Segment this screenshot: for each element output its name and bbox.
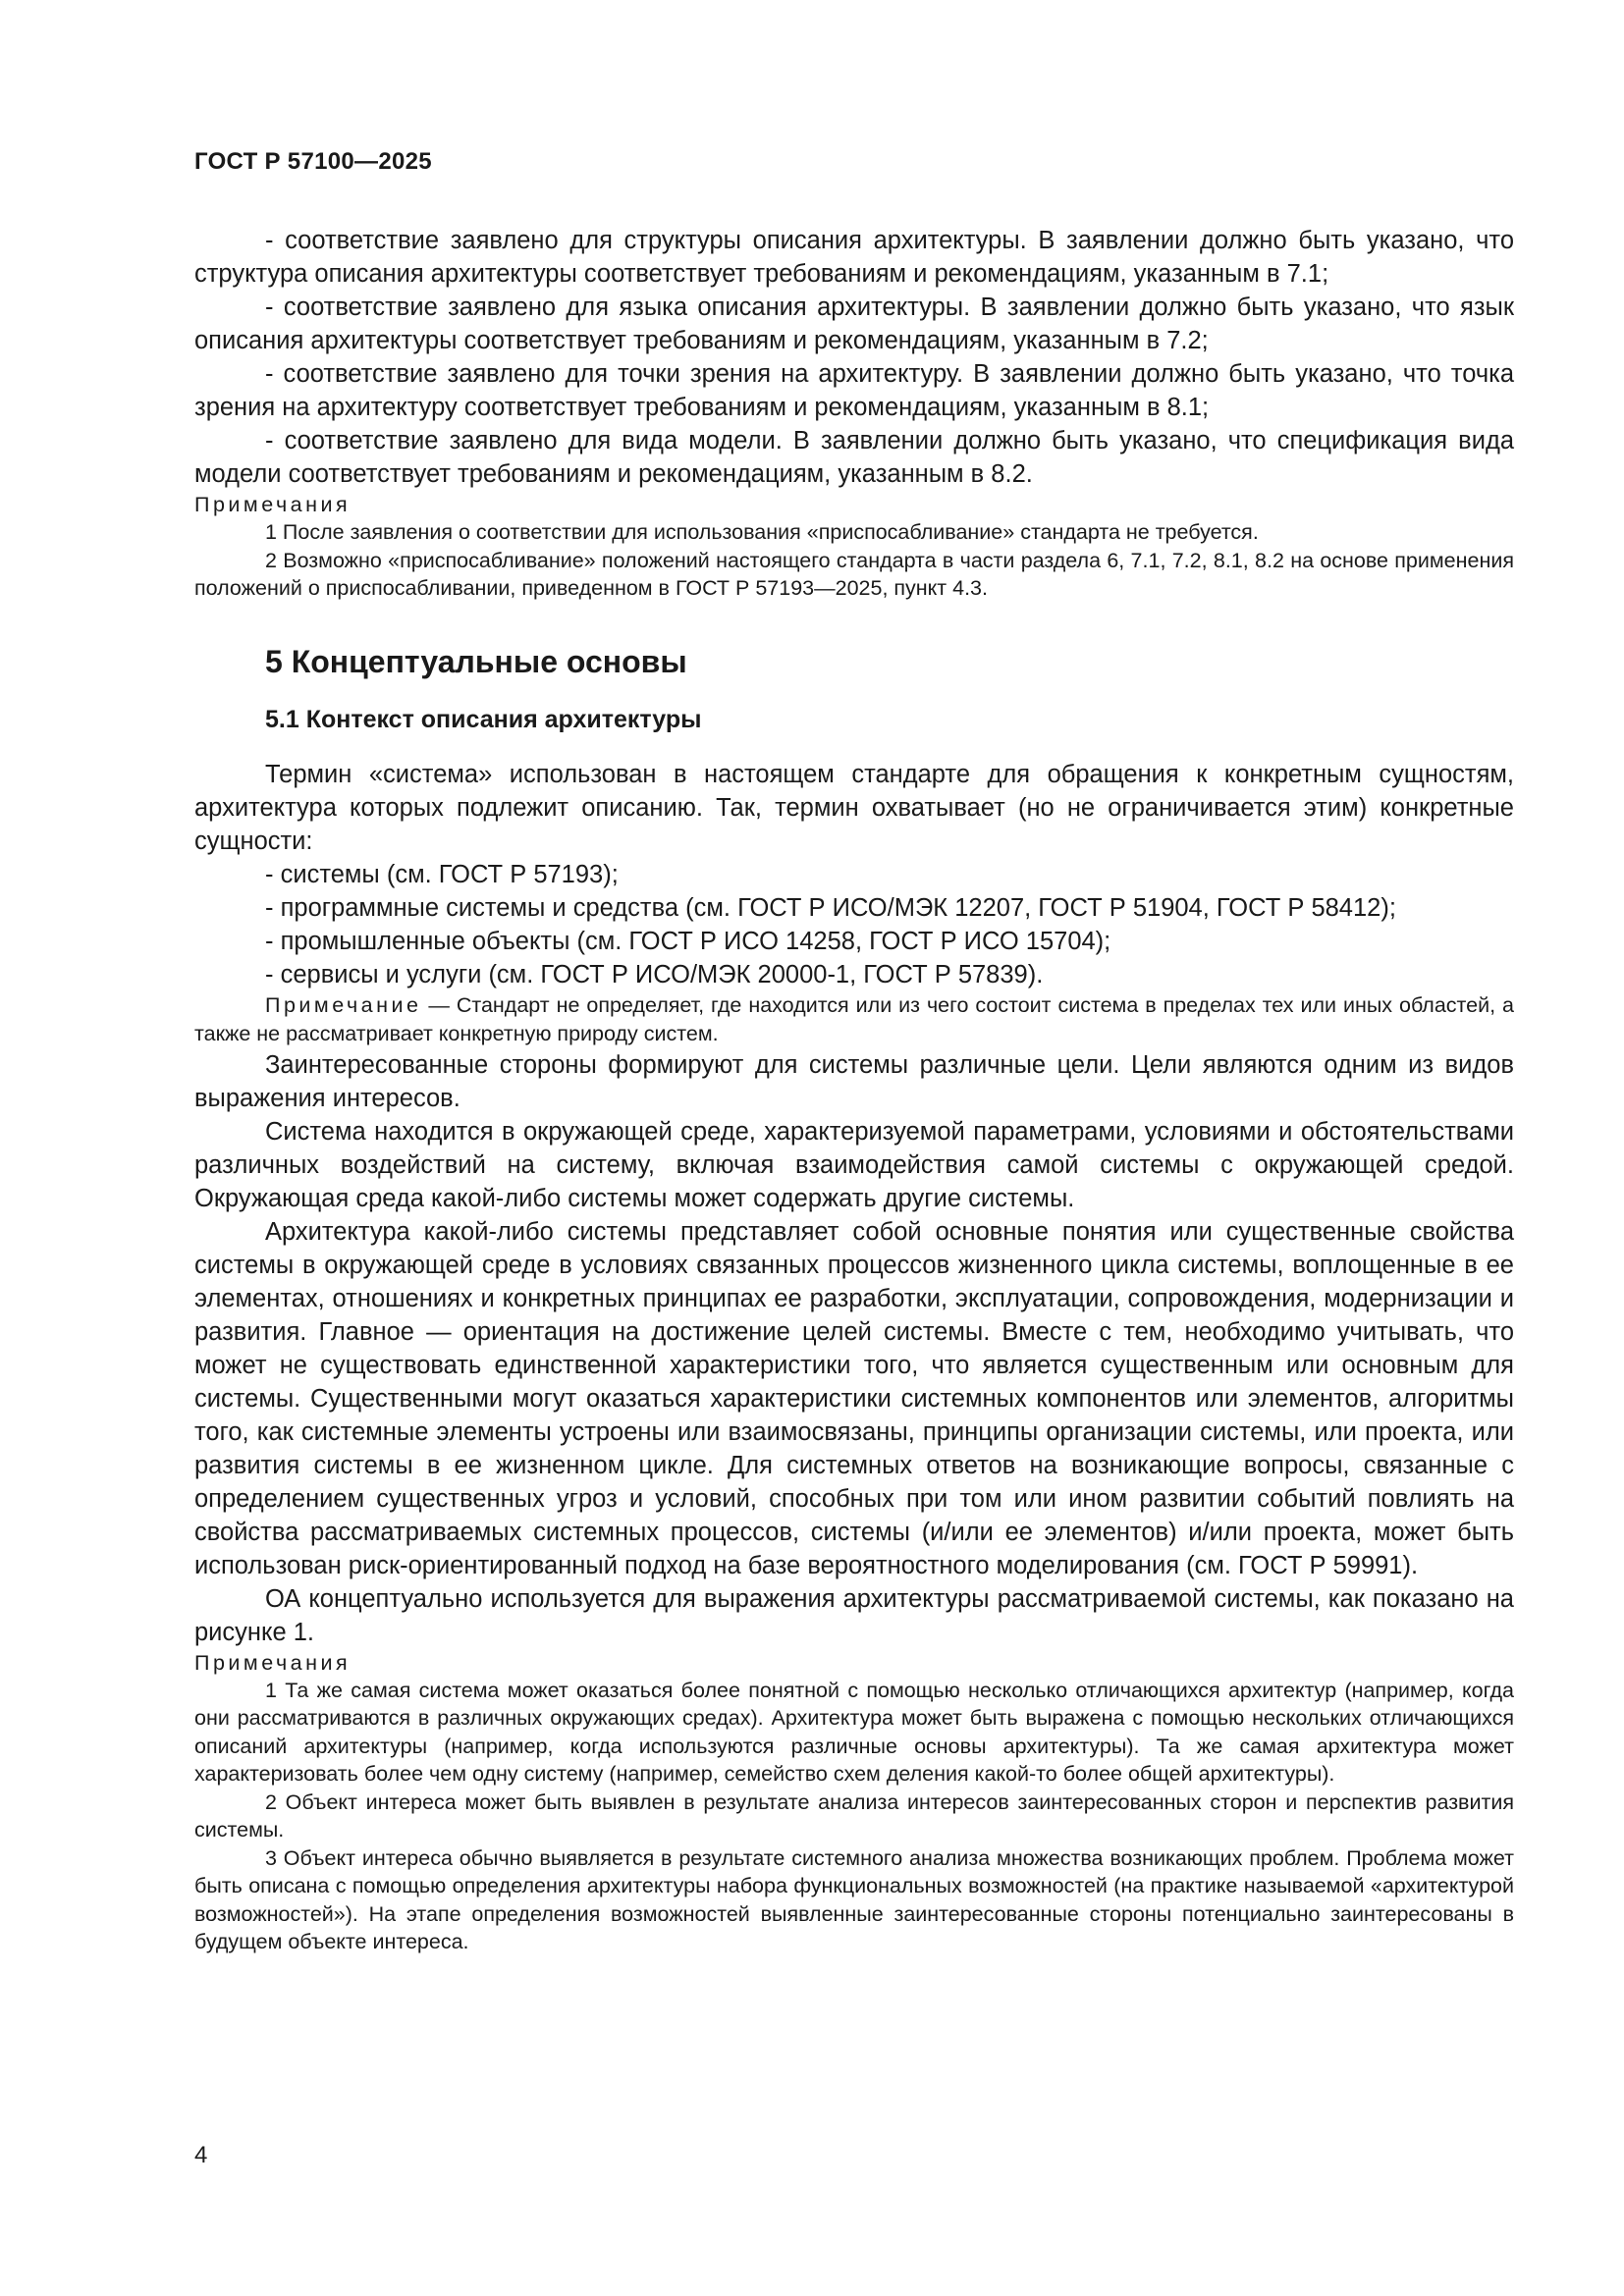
- subsection-heading: 5.1 Контекст описания архитектуры: [265, 705, 702, 733]
- section-heading: 5 Концептуальные основы: [265, 643, 687, 679]
- paragraph: ОА концептуально используется для выражения архитектуры рассматриваемой системы, как показано на рисунке 1.: [194, 1584, 1514, 1646]
- document-header: ГОСТ Р 57100—2025: [194, 148, 432, 175]
- page-content: [194, 224, 1514, 1956]
- list-item: - промышленные объекты (см. ГОСТ Р ИСО 14258, ГОСТ Р ИСО 15704);: [265, 927, 1111, 955]
- inline-note: [194, 991, 1514, 1048]
- note-item: 1 Та же самая система может оказаться более понятной с помощью несколько отличающихся архитектур (например, когда они рассматриваются в различных окружающих средах). Архитектура может быть выражена с помощью нескольких отличающихся описаний архитектуры (например, когда используются различные основы архитектуры). Та же самая архитектура может характеризовать более чем одну систему (например, семейство схем деления какой-то более общей архитектуры).: [194, 1678, 1514, 1786]
- conformance-item: - соответствие заявлено для точки зрения на архитектуру. В заявлении должно быть указано, что точка зрения на архитектуру соответствует требованиям и рекомендациям, указанным в 8.1;: [194, 360, 1514, 421]
- page-number: 4: [194, 2142, 208, 2168]
- note-text: — Стандарт не определяет, где находится или из чего состоит система в пределах тех или иных областей, а также не рассматривает конкретную природу систем.: [194, 992, 1514, 1045]
- paragraph: Архитектура какой-либо системы представляет собой основные понятия или существенные свойства системы в окружающей среде в условиях связанных процессов жизненного цикла системы, воплощенные в ее элементах, отношениях и конкретных принципах ее разработки, эксплуатации, сопровождения, модернизации и развития. Главное — ориентация на достижение целей системы. Вместе с тем, необходимо учитывать, что может не существовать единственной характеристики того, что является существенным или основным для системы. Существенными могут оказаться характеристики системных компонентов или элементов, алгоритмы того, как системные элементы устроены или взаимосвязаны, принципы организации системы, или проекта, или развития системы в ее жизненном цикле. Для системных ответов на возникающие вопросы, связанные с определением существенных угроз и условий, способных при том или ином развитии событий повлиять на свойства рассматриваемых системных процессов, системы (и/или ее элементов) и/или проекта, может быть использован риск-ориентированный подход на базе вероятностного моделирования (см. ГОСТ Р 59991).: [194, 1217, 1514, 1579]
- note-item: 3 Объект интереса обычно выявляется в результате системного анализа множества возникающих проблем. Проблема может быть описана с помощью определения архитектуры набора функциональных возможностей (на практике называемой «архитектурой возможностей»). На этапе определения возможностей выявленные заинтересованные стороны потенциально заинтересованы в будущем объекте интереса.: [194, 1845, 1514, 1953]
- note-item: 1 После заявления о соответствии для использования «приспосабливание» стандарта не требуется.: [265, 520, 1259, 544]
- paragraph: Система находится в окружающей среде, характеризуемой параметрами, условиями и обстоятельствами различных воздействий на систему, включая взаимодействия самой системы с окружающей средой. Окружающая среда какой-либо системы может содержать другие системы.: [194, 1117, 1514, 1212]
- notes-heading: Примечания: [194, 493, 352, 516]
- list-item: - сервисы и услуги (см. ГОСТ Р ИСО/МЭК 20000-1, ГОСТ Р 57839).: [265, 960, 1044, 988]
- paragraph: Термин «система» использован в настоящем стандарте для обращения к конкретным сущностям, архитектура которых подлежит описанию. Так, термин охватывает (но не ограничивается этим) конкретные сущности:: [194, 760, 1514, 855]
- notes-heading: Примечания: [194, 1650, 352, 1675]
- conformance-item: - соответствие заявлено для вида модели. В заявлении должно быть указано, что спецификация вида модели соответствует требованиям и рекомендациям, указанным в 8.2.: [194, 427, 1514, 488]
- note-label: Примечание: [265, 992, 422, 1017]
- conformance-item: - соответствие заявлено для языка описания архитектуры. В заявлении должно быть указано, что язык описания архитектуры соответствует требованиям и рекомендациям, указанным в 7.2;: [194, 294, 1514, 354]
- paragraph: Заинтересованные стороны формируют для системы различные цели. Цели являются одним из видов выражения интересов.: [194, 1050, 1514, 1112]
- note-item: 2 Объект интереса может быть выявлен в результате анализа интересов заинтересованных сторон и перспектив развития системы.: [194, 1789, 1514, 1842]
- list-item: - программные системы и средства (см. ГОСТ Р ИСО/МЭК 12207, ГОСТ Р 51904, ГОСТ Р 58412);: [265, 893, 1396, 922]
- note-item: 2 Возможно «приспосабливание» положений настоящего стандарта в части раздела 6, 7.1, 7.2, 8.1, 8.2 на основе применения положений о приспосабливании, приведенном в ГОСТ Р 57193—2025, пункт 4.3.: [194, 548, 1514, 600]
- list-item: - системы (см. ГОСТ Р 57193);: [265, 860, 619, 888]
- conformance-item: - соответствие заявлено для структуры описания архитектуры. В заявлении должно быть указано, что структура описания архитектуры соответствует требованиям и рекомендациям, указанным в 7.1;: [194, 227, 1514, 288]
